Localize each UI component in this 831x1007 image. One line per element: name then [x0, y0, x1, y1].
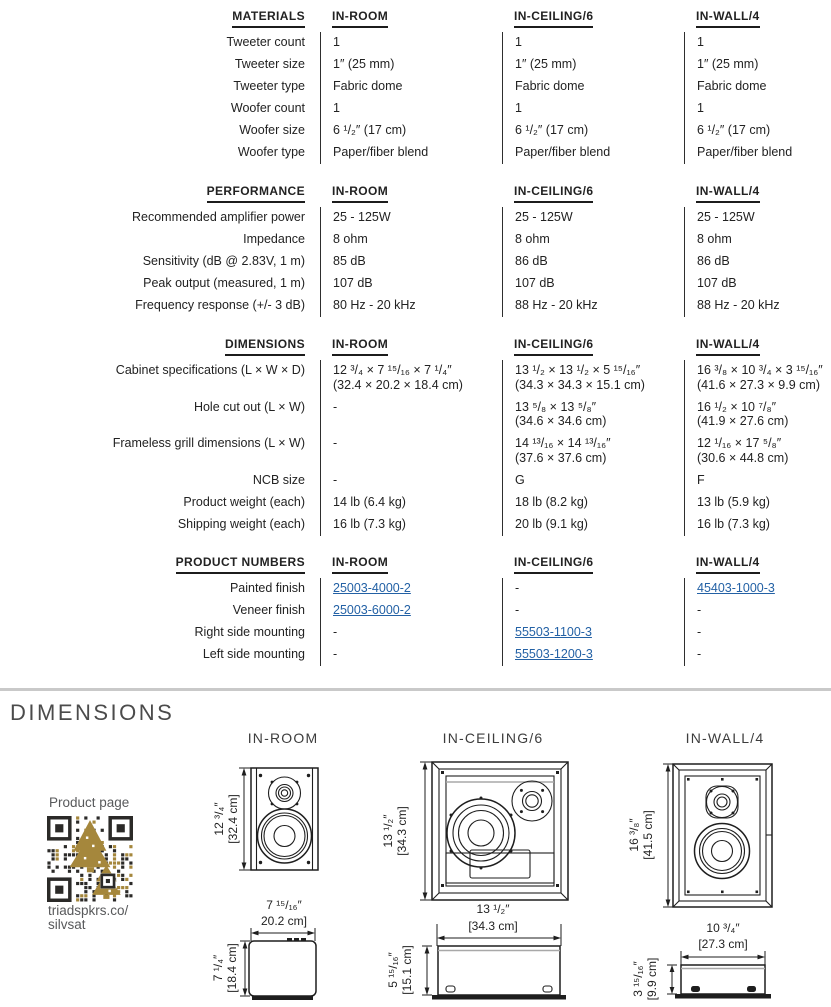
row-label: Frameless grill dimensions (L × W) [112, 436, 305, 450]
table-row [0, 360, 831, 397]
column-header: IN-ROOM [332, 184, 388, 203]
value-cell [502, 54, 684, 76]
value-cell [320, 98, 502, 120]
qr-small-finder [100, 873, 115, 888]
section-header: PRODUCT NUMBERS [176, 555, 305, 574]
column-header: IN-ROOM [332, 555, 388, 574]
column-header: IN-WALL/4 [696, 184, 760, 203]
table-row [0, 98, 831, 120]
dimension-label: 3 ¹⁵/₁₆″ [631, 961, 645, 997]
section-header: PERFORMANCE [207, 184, 305, 203]
dimension-label: 13 ¹/₂″ [381, 814, 395, 848]
in-ceiling-front-view [381, 762, 568, 900]
value-cell [684, 229, 831, 251]
cell-line: 20 lb (9.1 kg) [515, 516, 588, 531]
spec-table-dimensions [0, 334, 831, 536]
cell-line: 8 ohm [697, 232, 732, 246]
dimension-label: 10 ³/₄″ [706, 921, 740, 935]
column-header: IN-ROOM [332, 9, 388, 28]
cell-line: 6 ¹/₂″ (17 cm) [333, 123, 407, 137]
table-header-row [0, 334, 831, 360]
value-cell [684, 514, 831, 536]
in-ceiling-side-view [386, 902, 566, 1000]
product-number-link[interactable]: 45403-1000-3 [697, 581, 775, 595]
cell-line: - [333, 436, 338, 450]
column-header: IN-WALL/4 [696, 337, 760, 356]
table-row [0, 295, 831, 317]
row-label: Shipping weight (each) [177, 516, 305, 531]
tweeter-icon [512, 781, 552, 821]
cell-line: G [515, 472, 525, 487]
value-cell [502, 397, 684, 434]
value-cell [320, 433, 502, 470]
section-header: MATERIALS [232, 9, 305, 28]
row-label: Right side mounting [194, 625, 305, 639]
cell-line: (30.6 × 44.8 cm) [697, 450, 789, 465]
value-cell [320, 360, 502, 397]
row-label: NCB size [252, 472, 305, 487]
column-header: IN-ROOM [332, 337, 388, 356]
value-cell [320, 514, 502, 536]
cell-line: 86 dB [697, 254, 730, 268]
cell-line: 80 Hz - 20 kHz [333, 298, 416, 312]
product-number-link[interactable]: 25003-6000-2 [333, 603, 411, 617]
cell-line: 14 ¹³/₁₆ × 14 ¹³/₁₆″ [515, 436, 611, 450]
value-cell [502, 98, 684, 120]
cell-line: Paper/fiber blend [333, 145, 429, 159]
value-cell [684, 273, 831, 295]
cell-line: 88 Hz - 20 kHz [515, 298, 598, 312]
in-room-diagram [210, 755, 340, 1007]
spec-table-product_numbers [0, 552, 831, 666]
table-row [0, 433, 831, 470]
column-header: IN-WALL/4 [696, 9, 760, 28]
cell-line: 13 ⁵/₈ × 13 ⁵/₈″ [515, 399, 597, 414]
value-cell [684, 578, 831, 600]
cell-line: Paper/fiber blend [515, 145, 611, 159]
value-cell [684, 492, 831, 514]
dimension-label: [32.4 cm] [226, 794, 240, 844]
value-cell [320, 273, 502, 295]
row-label: Painted finish [229, 581, 305, 595]
value-cell [320, 644, 502, 666]
value-cell [502, 433, 684, 470]
cell-line: 107 dB [333, 276, 373, 290]
value-cell [320, 54, 502, 76]
product-number-link[interactable]: 55503-1100-3 [515, 625, 592, 639]
cell-line: - [515, 603, 520, 617]
cell-line: 13 lb (5.9 kg) [697, 494, 770, 509]
dimensions-section-heading: DIMENSIONS [10, 700, 175, 725]
value-cell [320, 295, 502, 317]
column-header: IN-WALL/4 [696, 555, 760, 574]
value-cell [320, 251, 502, 273]
table-row [0, 120, 831, 142]
section-divider-rule [0, 688, 831, 691]
in-room-front-view [212, 768, 318, 870]
value-cell [684, 644, 831, 666]
tweeter-icon [706, 786, 738, 818]
row-label: Cabinet specifications (L × W × D) [115, 363, 305, 377]
cell-line: 25 - 125W [515, 210, 573, 224]
value-cell [502, 622, 684, 644]
table-header-row [0, 6, 831, 32]
in-wall-side-view [631, 921, 771, 1000]
cell-line: 12 ³/₄ × 7 ¹⁵/₁₆ × 7 ¹/₄″ [333, 363, 452, 377]
value-cell [502, 492, 684, 514]
cell-line: 1 [697, 35, 704, 49]
value-cell [502, 120, 684, 142]
value-cell [502, 251, 684, 273]
diagram-title-in-room: IN-ROOM [247, 730, 319, 746]
column-header: IN-CEILING/6 [514, 555, 593, 574]
row-label: Tweeter count [226, 35, 305, 49]
value-cell [502, 229, 684, 251]
qr-url-line2: silvsat [48, 917, 86, 932]
dimension-label: 7 ¹⁵/₁₆″ [266, 898, 302, 912]
row-label: Hole cut out (L × W) [193, 399, 305, 414]
cell-line: 1 [515, 101, 522, 115]
value-cell [684, 470, 831, 492]
cell-line: 1 [515, 35, 522, 49]
qr-caption: Product page [49, 795, 130, 810]
table-row [0, 622, 831, 644]
section-header: DIMENSIONS [225, 337, 305, 356]
row-label: Recommended amplifier power [132, 210, 305, 224]
value-cell [320, 207, 502, 229]
spec-table-performance [0, 181, 831, 317]
value-cell [502, 360, 684, 397]
cell-line: - [333, 399, 338, 414]
value-cell [502, 32, 684, 54]
cell-line: (41.9 × 27.6 cm) [697, 414, 789, 428]
table-row [0, 54, 831, 76]
row-label: Tweeter size [234, 57, 305, 71]
value-cell [320, 600, 502, 622]
table-row [0, 273, 831, 295]
table-row [0, 229, 831, 251]
dimension-label: [34.3 cm] [395, 806, 409, 856]
value-cell [320, 492, 502, 514]
in-wall-front-view [627, 764, 772, 907]
row-label: Veneer finish [232, 603, 305, 617]
cell-line: 1″ (25 mm) [697, 57, 759, 71]
cell-line: F [697, 472, 705, 487]
in-ceiling-diagram [380, 755, 590, 1007]
value-cell [502, 644, 684, 666]
qr-url-line1: triadspkrs.co/ [48, 903, 129, 918]
cell-line: (37.6 × 37.6 cm) [515, 450, 607, 465]
value-cell [502, 470, 684, 492]
row-label: Left side mounting [202, 647, 305, 661]
value-cell [684, 207, 831, 229]
cell-line: 6 ¹/₂″ (17 cm) [515, 123, 589, 137]
value-cell [502, 142, 684, 164]
cell-line: 1″ (25 mm) [333, 57, 395, 71]
row-label: Woofer size [239, 123, 305, 137]
value-cell [684, 98, 831, 120]
cell-line: 8 ohm [333, 232, 368, 246]
row-label: Tweeter type [233, 79, 305, 93]
value-cell [320, 622, 502, 644]
dimension-label: 7 ¹/₄″ [211, 954, 225, 982]
value-cell [684, 120, 831, 142]
value-cell [684, 142, 831, 164]
cell-line: 1 [333, 101, 340, 115]
value-cell [684, 360, 831, 397]
table-row [0, 578, 831, 600]
dimension-label: [9.9 cm] [645, 957, 659, 1001]
table-row [0, 514, 831, 536]
cell-line: - [333, 625, 338, 639]
cell-line: 1 [697, 101, 704, 115]
cell-line: - [333, 647, 338, 661]
row-label: Woofer type [237, 145, 305, 159]
dimension-label: [18.4 cm] [225, 943, 239, 993]
woofer-icon [695, 824, 750, 879]
cell-line: (34.6 × 34.6 cm) [515, 414, 607, 428]
cell-line: 18 lb (8.2 kg) [515, 494, 588, 509]
cell-line: - [697, 603, 702, 617]
cell-line: 1 [333, 35, 340, 49]
cell-line: 6 ¹/₂″ (17 cm) [697, 123, 771, 137]
dimension-label: 12 ³/₄″ [212, 802, 226, 836]
row-label: Peak output (measured, 1 m) [143, 276, 305, 290]
table-row [0, 397, 831, 434]
row-label: Impedance [243, 232, 305, 246]
cell-line: Fabric dome [697, 79, 767, 93]
cell-line: 14 lb (6.4 kg) [333, 494, 406, 509]
value-cell [320, 120, 502, 142]
cell-line: 25 - 125W [697, 210, 755, 224]
value-cell [684, 622, 831, 644]
row-label: Sensitivity (dB @ 2.83V, 1 m) [142, 254, 305, 268]
woofer-icon [258, 809, 312, 863]
value-cell [684, 295, 831, 317]
cell-line: - [515, 581, 520, 595]
table-header-row [0, 552, 831, 578]
dimension-label: [41.5 cm] [641, 810, 655, 860]
value-cell [320, 229, 502, 251]
table-row [0, 470, 831, 492]
column-header: IN-CEILING/6 [514, 9, 593, 28]
cell-line: 16 lb (7.3 kg) [333, 516, 406, 531]
woofer-icon [447, 797, 515, 870]
table-row [0, 207, 831, 229]
cell-line: 16 lb (7.3 kg) [697, 516, 770, 531]
cell-line: 13 ¹/₂ × 13 ¹/₂ × 5 ¹⁵/₁₆″ [515, 363, 641, 377]
table-row [0, 644, 831, 666]
diagram-title-in-ceiling: IN-CEILING/6 [442, 730, 544, 746]
value-cell [684, 76, 831, 98]
cell-line: Fabric dome [515, 79, 585, 93]
product-number-link[interactable]: 55503-1200-3 [515, 647, 593, 661]
cell-line: - [333, 472, 338, 487]
table-row [0, 76, 831, 98]
cell-line: (41.6 × 27.3 × 9.9 cm) [697, 377, 820, 392]
value-cell [684, 433, 831, 470]
cell-line: 25 - 125W [333, 210, 391, 224]
value-cell [502, 295, 684, 317]
table-row [0, 600, 831, 622]
table-row [0, 251, 831, 273]
tweeter-icon [269, 777, 301, 809]
cell-line: - [697, 625, 702, 639]
table-row [0, 32, 831, 54]
dimension-label: [27.3 cm] [698, 937, 748, 951]
value-cell [502, 578, 684, 600]
cell-line: (34.3 × 34.3 × 15.1 cm) [515, 377, 645, 392]
cell-line: 86 dB [515, 254, 548, 268]
dimension-label: 13 ¹/₂″ [476, 902, 510, 916]
dimension-label: [34.3 cm] [468, 919, 518, 933]
cell-line: 16 ¹/₂ × 10 ⁷/₈″ [697, 399, 777, 414]
value-cell [502, 514, 684, 536]
cell-line: 16 ³/₈ × 10 ³/₄ × 3 ¹⁵/₁₆″ [697, 363, 823, 377]
cell-line: 1″ (25 mm) [515, 57, 577, 71]
dimension-label: [15.1 cm] [400, 945, 414, 995]
dimension-label: 16 ³/₈″ [627, 818, 641, 852]
cell-line: Fabric dome [333, 79, 403, 93]
value-cell [320, 578, 502, 600]
product-number-link[interactable]: 25003-4000-2 [333, 581, 411, 595]
qr-url [48, 904, 128, 932]
column-header: IN-CEILING/6 [514, 184, 593, 203]
value-cell [320, 32, 502, 54]
cell-line: (32.4 × 20.2 × 18.4 cm) [333, 377, 463, 392]
diagram-title-in-wall: IN-WALL/4 [685, 730, 765, 746]
value-cell [684, 32, 831, 54]
cell-line: 107 dB [697, 276, 737, 290]
qr-code-icon [47, 816, 133, 902]
cell-line: 85 dB [333, 254, 366, 268]
row-label: Woofer count [230, 101, 305, 115]
in-room-side-view [211, 898, 316, 1000]
value-cell [502, 273, 684, 295]
value-cell [502, 600, 684, 622]
cell-line: 88 Hz - 20 kHz [697, 298, 780, 312]
value-cell [502, 76, 684, 98]
dimension-label: 5 ¹⁵/₁₆″ [386, 952, 400, 988]
value-cell [684, 600, 831, 622]
dimension-label: 20.2 cm] [260, 914, 308, 928]
cell-line: Paper/fiber blend [697, 145, 793, 159]
cell-line: 107 dB [515, 276, 555, 290]
spec-table-materials [0, 6, 831, 164]
row-label: Product weight (each) [183, 494, 305, 509]
value-cell [320, 76, 502, 98]
table-header-row [0, 181, 831, 207]
column-header: IN-CEILING/6 [514, 337, 593, 356]
table-row [0, 492, 831, 514]
value-cell [320, 470, 502, 492]
cell-line: 8 ohm [515, 232, 550, 246]
row-label: Frequency response (+/- 3 dB) [135, 298, 305, 312]
cell-line: 12 ¹/₁₆ × 17 ⁵/₈″ [697, 436, 782, 450]
value-cell [320, 142, 502, 164]
table-row [0, 142, 831, 164]
value-cell [684, 54, 831, 76]
value-cell [684, 251, 831, 273]
cell-line: - [697, 647, 702, 661]
value-cell [684, 397, 831, 434]
in-wall-diagram [625, 755, 831, 1007]
value-cell [502, 207, 684, 229]
value-cell [320, 397, 502, 434]
